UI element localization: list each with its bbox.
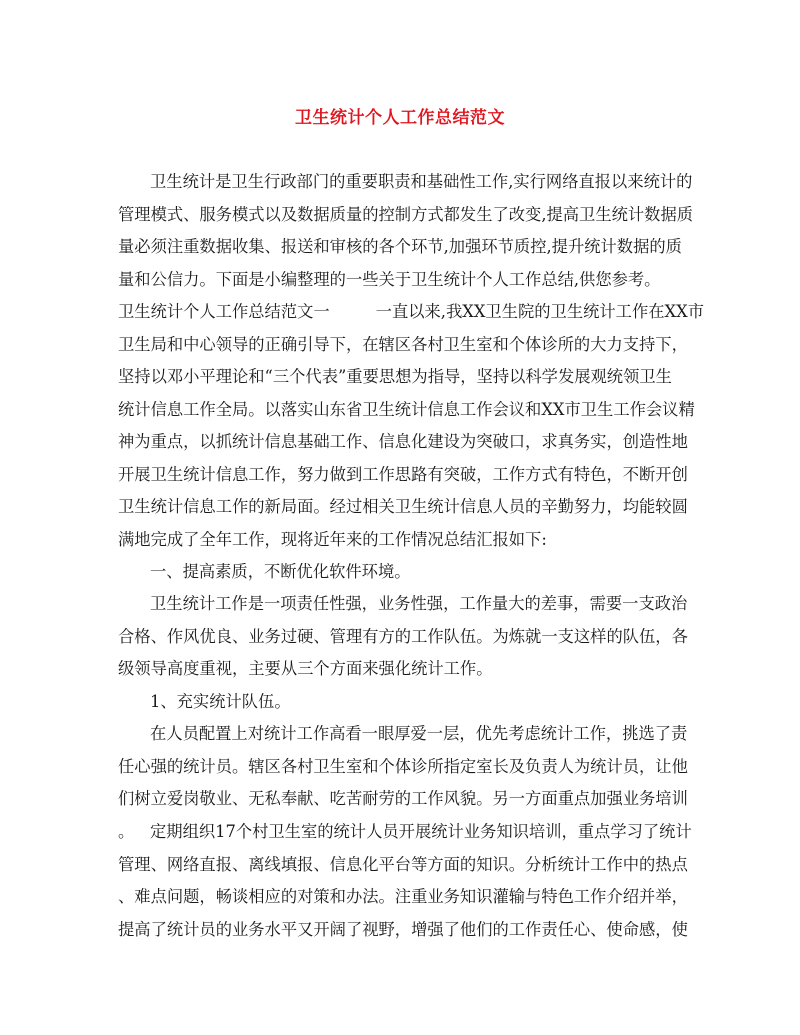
document-title: 卫生统计个人工作总结范文 (295, 108, 505, 128)
heading-improve-quality (118, 556, 678, 589)
section-line: 满地完成了全年工作，现将近年来的工作情况总结汇报如下: (118, 529, 547, 549)
team-line: 卫生统计工作是一项责任性强，业务性强，工作量大的差事，需要一支政治 (150, 594, 688, 613)
staff-line: 。 (118, 821, 135, 841)
training-line: 提高了统计员的业务水平又开阔了视野，增强了他们的工作责任心、使命感，使 (118, 919, 688, 939)
staff-line: 在人员配置上对统计工作高看一眼厚爱一层，优先考虑统计工作，挑选了责 (150, 724, 688, 743)
section-heading: 卫生统计个人工作总结范文一 (118, 302, 330, 321)
section-line: 坚持以邓小平理论和“三个代表”重要思想为指导，坚持以科学发展观统领卫生 (118, 367, 672, 386)
training-line: 、难点问题，畅谈相应的对策和办法。注重业务知识灌输与特色工作介绍并举， (118, 887, 688, 906)
training-paragraph (118, 816, 692, 946)
section-one-paragraph (118, 296, 704, 556)
staff-line: 们树立爱岗敬业、无私奉献、吃苦耐劳的工作风貌。另一方面重点加强业务培训 (118, 789, 688, 808)
section-line: 开展卫生统计信息工作，努力做到工作思路有突破，工作方式有特色，不断开创 (118, 464, 688, 484)
section-first-line (118, 296, 704, 329)
training-line: 管理、网络直报、离线填报、信息化平台等方面的知识。分析统计工作中的热点 (118, 854, 688, 874)
intro-line: 量和公信力。下面是小编整理的一些关于卫生统计个人工作总结,供您参考。 (118, 269, 661, 289)
team-line: 级领导高度重视，主要从三个方面来强化统计工作。 (118, 659, 493, 678)
heading-text: 1、充实统计队伍。 (150, 692, 291, 711)
intro-line: 卫生统计是卫生行政部门的重要职责和基础性工作,实行网络直报以来统计的 (150, 172, 693, 191)
team-line: 合格、作风优良、业务过硬、管理有方的工作队伍。为炼就一支这样的队伍，各 (118, 626, 688, 646)
heading-text: 一、提高素质，不断优化软件环境。 (150, 562, 411, 581)
section-line: 神为重点，以抓统计信息基础工作、信息化建设为突破口，求真务实，创造性地 (118, 432, 688, 451)
intro-line: 量必须注重数据收集、报送和审核的各个环节,加强环节质控,提升统计数据的质 (118, 237, 682, 256)
training-line: 定期组织17个村卫生室的统计人员开展统计业务知识培训，重点学习了统计 (150, 822, 692, 841)
team-paragraph (118, 588, 688, 686)
intro-line: 管理模式、服务模式以及数据质量的控制方式都发生了改变,提高卫生统计数据质 (118, 204, 694, 224)
section-line: 卫生局和中心领导的正确引导下，在辖区各村卫生室和个体诊所的大力支持下， (118, 334, 688, 354)
intro-paragraph (118, 166, 694, 296)
section-line: 卫生统计信息工作的新局面。经过相关卫生统计信息人员的辛勤努力，均能较圆 (118, 497, 688, 516)
heading-enrich-team (118, 686, 678, 719)
staff-line: 任心强的统计员。辖区各村卫生室和个体诊所指定室长及负责人为统计员，让他 (118, 756, 688, 776)
section-first-text: 一直以来,我XX卫生院的卫生统计工作在XX市 (375, 302, 704, 321)
section-line: 统计信息工作全局。以落实山东省卫生统计信息工作会议和XX市卫生工作会议精 (118, 399, 695, 419)
